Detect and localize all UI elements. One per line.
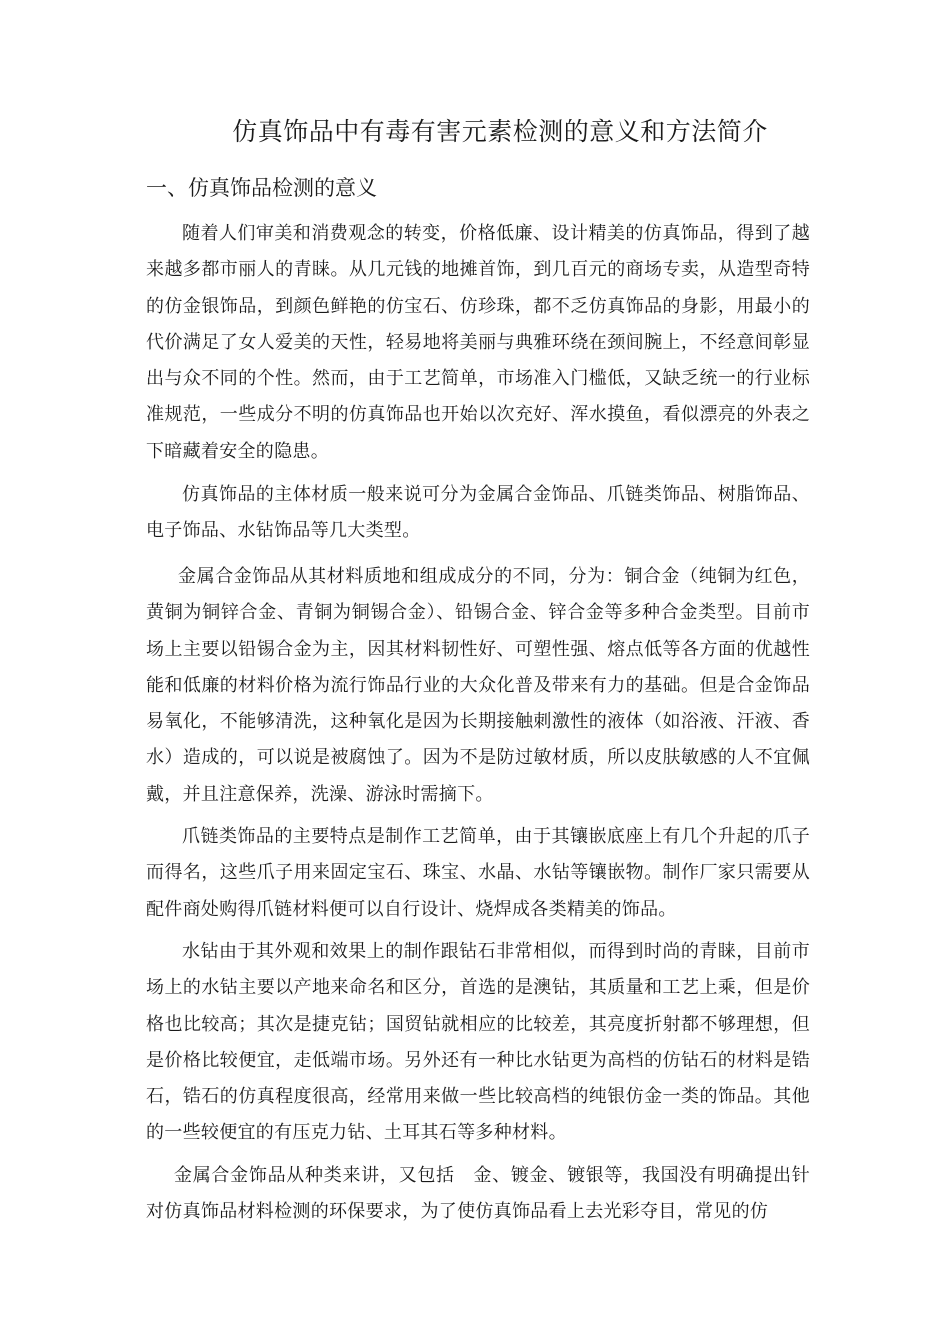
document-title: 仿真饰品中有毒有害元素检测的意义和方法简介 [232,117,768,146]
paragraph: 随着人们审美和消费观念的转变，价格低廉、设计精美的仿真饰品，得到了越来越多都市丽人的青睐。从几元钱的地摊首饰，到几百元的商场专卖，从造型奇特的仿金银饰品，到颜色鲜艳的仿宝石、仿珍珠，都不乏仿真饰品的身影，用最小的代价满足了女人爱美的天性，轻易地将美丽与典雅环绕在颈间腕上，不经意间彰显出与众不同的个性。然而，由于工艺简单，市场准入门槛低，又缺乏统一的行业标准规范，一些成分不明的仿真饰品也开始以次充好、浑水摸鱼，看似漂亮的外表之下暗藏着安全的隐患。 [146,223,810,462]
paragraph: 金属合金饰品从其材料质地和组成成分的不同，分为：铜合金（纯铜为红色，黄铜为铜锌合金、青铜为铜锡合金）、铅锡合金、锌合金等多种合金类型。目前市场上主要以铅锡合金为主，因其材料韧性好、可塑性强、熔点低等各方面的优越性能和低廉的材料价格为流行饰品行业的大众化普及带来有力的基础。但是合金饰品易氧化，不能够清洗，这种氧化是因为长期接触刺激性的液体（如浴液、汗液、香水）造成的，可以说是被腐蚀了。因为不是防过敏材质，所以皮肤敏感的人不宜佩戴，并且注意保养，洗澡、游泳时需摘下。 [146,566,810,805]
paragraph: 爪链类饰品的主要特点是制作工艺简单，由于其镶嵌底座上有几个升起的爪子而得名，这些爪子用来固定宝石、珠宝、水晶、水钻等镶嵌物。制作厂家只需要从配件商处购得爪链材料便可以自行设计、烧焊成各类精美的饰品。 [146,826,810,920]
paragraph: 水钻由于其外观和效果上的制作跟钻石非常相似，而得到时尚的青睐，目前市场上的水钻主要以产地来命名和区分，首选的是澳钻，其质量和工艺上乘，但是价格也比较高；其次是捷克钻；国贸钻就相应的比较差，其亮度折射都不够理想，但是价格比较便宜，走低端市场。另外还有一种比水钻更为高档的仿钻石的材料是锆石，锆石的仿真程度很高，经常用来做一些比较高档的纯银仿金一类的饰品。其他的一些较便宜的有压克力钻、土耳其石等多种材料。 [146,941,810,1144]
paragraph: 仿真饰品的主体材质一般来说可分为金属合金饰品、爪链类饰品、树脂饰品、电子饰品、水钻饰品等几大类型。 [146,484,810,542]
section-heading: 一、仿真饰品检测的意义 [146,176,377,200]
paragraph: 金属合金饰品从种类来讲，又包括 金、镀金、镀银等，我国没有明确提出针对仿真饰品材料检测的环保要求，为了使仿真饰品看上去光彩夺目，常见的仿 [146,1165,810,1223]
